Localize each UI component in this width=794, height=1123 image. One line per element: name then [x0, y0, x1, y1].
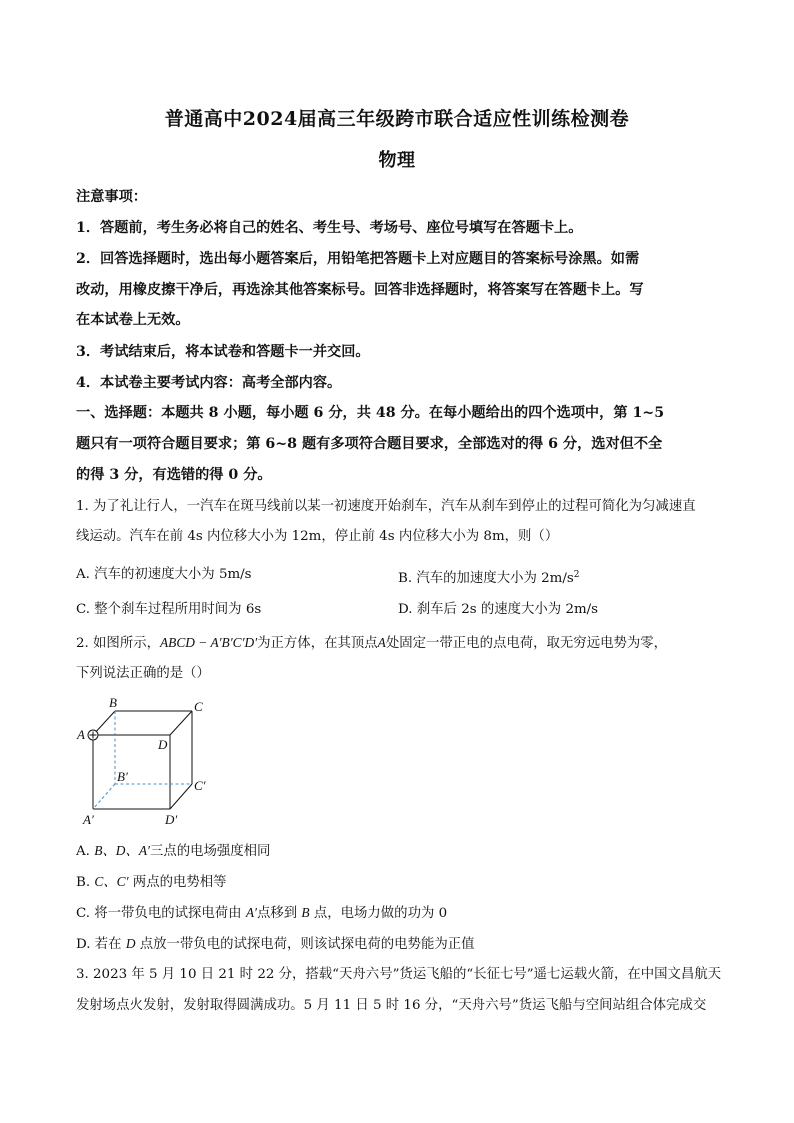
q2-option-b: B. C、C′ 两点的电势相等 — [76, 874, 227, 890]
q1-stem-line-1: 1. 为了礼让行人，一汽车在斑马线前以某一初速度开始刹车，汽车从刹车到停止的过程可简化为匀减速直 — [76, 499, 696, 514]
notice-item-4: 4．本试卷主要考试内容：高考全部内容。 — [76, 375, 342, 391]
q1-option-d: D. 刹车后 2s 的速度大小为 2m/s — [398, 602, 599, 617]
q2-option-c: C. 将一带负电的试探电荷由 A′点移到 B 点，电场力做的功为 0 — [76, 905, 448, 921]
cube-figure — [76, 695, 216, 830]
section-1-line-1: 一、选择题：本题共 8 小题，每小题 6 分，共 48 分。在每小题给出的四个选项中，第 1~5 — [76, 405, 665, 421]
q1-option-a: A. 汽车的初速度大小为 5m/s — [76, 567, 252, 582]
label-a-prime: A′ — [83, 812, 94, 827]
subject-title: 物理 — [378, 150, 416, 171]
notice-item-1: 1．答题前，考生务必将自己的姓名、考生号、考场号、座位号填写在答题卡上。 — [76, 220, 583, 236]
notice-item-2-line-1: 2．回答选择题时，选出每小题答案后，用铅笔把答题卡上对应题目的答案标号涂黑。如需 — [76, 251, 640, 267]
notice-heading: 注意事项： — [76, 189, 147, 205]
q1-option-c: C. 整个刹车过程所用时间为 6s — [76, 602, 262, 617]
notice-item-2-line-2: 改动，用橡皮擦干净后，再选涂其他答案标号。回答非选择题时，将答案写在答题卡上。写 — [76, 282, 644, 298]
section-1-line-3: 的得 3 分，有选错的得 0 分。 — [76, 467, 272, 483]
label-d: D — [158, 737, 168, 752]
label-c: C — [194, 699, 203, 714]
q3-stem-line-1: 3. 2023 年 5 月 10 日 21 时 22 分，搭载“天舟六号”货运飞船的“长征七号”遥七运载火箭，在中国文昌航天 — [76, 967, 722, 982]
q1-option-b: B. 汽车的加速度大小为 $2m/s^2$ — [398, 570, 580, 586]
label-c-prime: C′ — [194, 778, 206, 793]
label-b: B — [109, 695, 117, 710]
q2-option-a: A. B、D、A′三点的电场强度相同 — [76, 843, 271, 859]
label-b-prime: B′ — [117, 769, 128, 784]
section-1-line-2: 题只有一项符合题目要求；第 6~8 题有多项符合题目要求，全部选对的得 6 分，选对但不全 — [76, 436, 663, 452]
q2-option-d: D. 若在 D 点放一带负电的试探电荷，则该试探电荷的电势能为正值 — [76, 936, 475, 952]
q3-stem-line-2: 发射场点火发射，发射取得圆满成功。5 月 11 日 5 时 16 分，“天舟六号”货运飞船与空间站组合体完成交 — [76, 998, 707, 1013]
label-a: A — [77, 727, 85, 742]
notice-item-3: 3．考试结束后，将本试卷和答题卡一并交回。 — [76, 344, 370, 360]
q2-stem-line-1: 2. 如图所示，ABCD − A′B′C′D′为正方体，在其顶点A处固定一带正电的点电荷，取无穷远电势为零， — [76, 635, 668, 651]
exam-title: 普通高中2024届高三年级跨市联合适应性训练检测卷 — [164, 108, 630, 130]
q1-stem-line-2: 线运动。汽车在前 4s 内位移大小为 12m，停止前 4s 内位移大小为 8m，则（） — [76, 529, 559, 544]
label-d-prime: D′ — [165, 812, 178, 827]
q2-stem-line-2: 下列说法正确的是（） — [76, 666, 210, 681]
notice-item-2-line-3: 在本试卷上无效。 — [76, 312, 190, 328]
